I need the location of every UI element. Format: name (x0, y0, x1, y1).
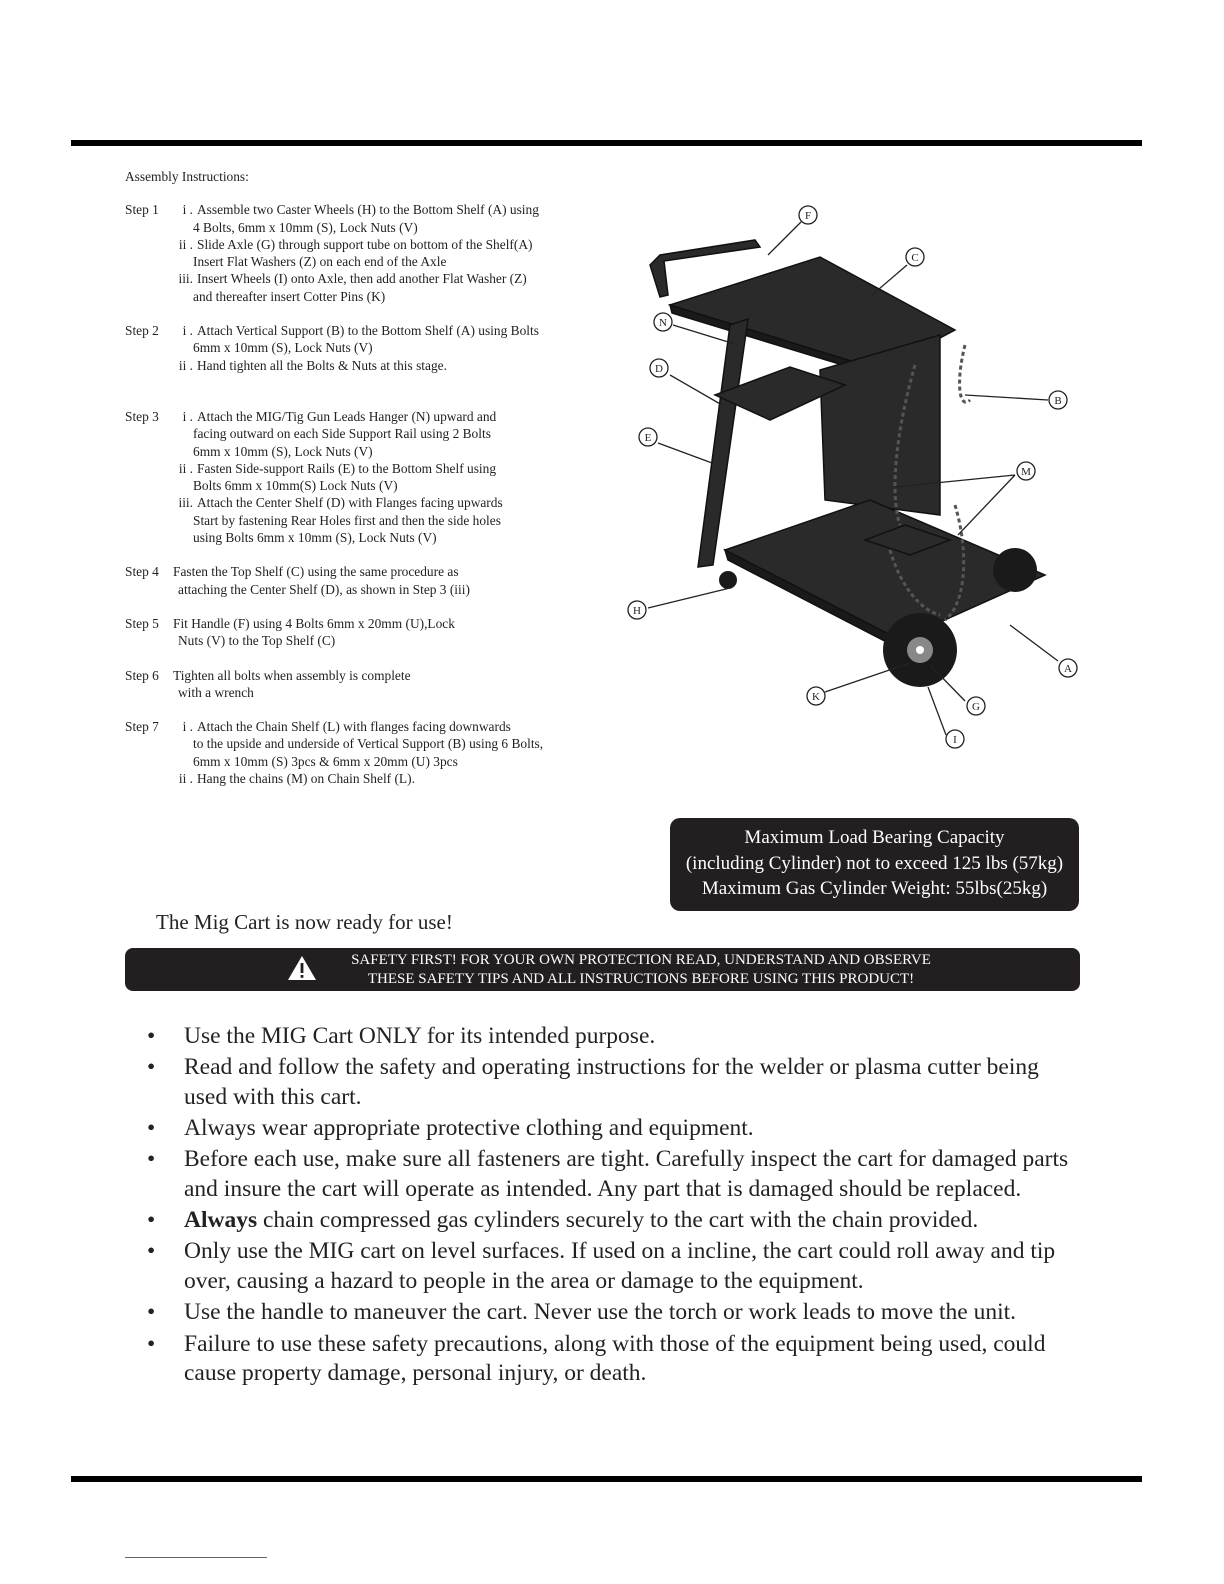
step-roman: i . (182, 323, 193, 339)
step-text: and thereafter insert Cotter Pins (K) (193, 288, 386, 304)
callout-b: B (1054, 395, 1062, 407)
step-text: using Bolts 6mm x 10mm (S), Lock Nuts (V) (193, 530, 437, 546)
step-roman: i . (182, 408, 193, 424)
safety-banner (125, 948, 1080, 991)
callout-f: F (804, 210, 812, 222)
step-text: Attach the Chain Shelf (L) with flanges facing downwards (197, 719, 511, 735)
callout-g: G (972, 701, 980, 713)
mig-cart-diagram (610, 195, 1090, 755)
bullet-icon: • (147, 1146, 156, 1173)
capacity-line: (including Cylinder) not to exceed 125 lbs (57kg) (685, 852, 1064, 874)
step-text: with a wrench (178, 684, 254, 700)
step-7 (125, 718, 605, 787)
callout-i: I (953, 734, 957, 746)
step-text: Attach Vertical Support (B) to the Bottom Shelf (A) using Bolts (197, 323, 539, 339)
assembly-instructions (125, 168, 605, 804)
ready-message: The Mig Cart is now ready for use! (156, 910, 453, 934)
callout-e: E (644, 432, 652, 444)
step-1 (125, 201, 605, 305)
footer-link-underline[interactable] (125, 1557, 267, 1558)
step-text: Insert Wheels (I) onto Axle, then add another Flat Washer (Z) (197, 271, 527, 287)
step-label: Step 1 (125, 202, 159, 218)
callout-c: C (911, 252, 919, 264)
step-text: Hang the chains (M) on Chain Shelf (L). (197, 771, 415, 787)
bullet-icon: • (147, 1023, 156, 1049)
step-text: Attach the MIG/Tig Gun Leads Hanger (N) upward and (197, 408, 497, 424)
step-label: Step 4 (125, 564, 159, 580)
top-rule (71, 140, 1142, 146)
step-text: Fasten Side-support Rails (E) to the Bottom Shelf using (197, 460, 497, 476)
caster-wheel (719, 571, 737, 589)
step-4 (125, 563, 605, 598)
step-3 (125, 408, 605, 546)
callout-n: N (659, 317, 667, 329)
list-item: • Failure to use these safety precautions, along with those of the equipment being used, could cause property damage, personal injury, or death. (147, 1330, 1046, 1387)
step-text: to the upside and underside of Vertical Support (B) using 6 Bolts, (193, 736, 544, 752)
bullet-icon: • (147, 1299, 156, 1326)
step-roman: ii . (178, 771, 193, 787)
step-text: Insert Flat Washers (Z) on each end of the Axle (193, 254, 447, 270)
rear-wheel (993, 548, 1037, 592)
step-label: Step 3 (125, 408, 159, 424)
step-roman: ii . (178, 236, 193, 252)
safety-line: SAFETY FIRST! FOR YOUR OWN PROTECTION READ, UNDERSTAND AND OBSERVE (351, 952, 931, 968)
bullet-icon: • (147, 1330, 156, 1357)
safety-tips-list (147, 1022, 1077, 1390)
callout-d: D (655, 363, 663, 375)
step-text: 6mm x 10mm (S), Lock Nuts (V) (193, 443, 373, 459)
step-text: Tighten all bolts when assembly is complete (173, 667, 411, 683)
load-capacity-box (670, 818, 1079, 911)
step-text: Fit Handle (F) using 4 Bolts 6mm x 20mm (U),Lock (173, 615, 455, 631)
callout-h: H (633, 605, 641, 617)
step-text: Bolts 6mm x 10mm(S) Lock Nuts (V) (193, 478, 398, 494)
callout-a: A (1064, 663, 1072, 675)
bullet-icon: • (147, 1238, 156, 1265)
step-roman: iii. (178, 495, 193, 511)
step-5 (125, 615, 605, 650)
list-item: • Only use the MIG cart on level surfaces. If used on a incline, the cart could roll away and tip over, causing a hazard to people in the area or damage to the equipment. (147, 1238, 1056, 1294)
step-roman: i . (182, 202, 193, 218)
step-text: Attach the Center Shelf (D) with Flanges facing upwards (197, 495, 503, 511)
list-item: • Always wear appropriate protective clothing and equipment. (147, 1114, 1077, 1144)
step-label: Step 6 (125, 667, 159, 683)
capacity-line: Maximum Load Bearing Capacity (744, 827, 1005, 848)
step-6 (125, 667, 605, 702)
bullet-icon: • (147, 1054, 156, 1081)
assembly-heading: Assembly Instructions: (125, 169, 249, 184)
capacity-line: Maximum Gas Cylinder Weight: 55lbs(25kg) (701, 878, 1048, 899)
step-roman: ii . (178, 357, 193, 373)
step-label: Step 5 (125, 615, 159, 631)
step-text: 4 Bolts, 6mm x 10mm (S), Lock Nuts (V) (193, 219, 418, 235)
step-text: attaching the Center Shelf (D), as shown in Step 3 (iii) (178, 581, 470, 597)
list-item: • Before each use, make sure all fasteners are tight. Carefully inspect the cart for damaged parts and insure the cart will operate as intended. Any part that is damaged should be replaced. (147, 1146, 1069, 1202)
step-roman: ii . (178, 460, 193, 476)
warning-icon (287, 954, 317, 982)
step-text: Nuts (V) to the Top Shelf (C) (178, 633, 336, 649)
side-rail (698, 319, 748, 567)
callout-m: M (1021, 466, 1031, 478)
list-item: • Use the handle to maneuver the cart. Never use the torch or work leads to move the unit. (147, 1298, 1077, 1328)
bottom-rule (71, 1476, 1142, 1482)
step-text: Fasten the Top Shelf (C) using the same procedure as (173, 564, 459, 580)
step-text: Hand tighten all the Bolts & Nuts at this stage. (197, 357, 447, 373)
list-item: • Use the MIG Cart ONLY for its intended purpose. (147, 1022, 1077, 1052)
chain (960, 345, 970, 402)
step-roman: iii. (178, 271, 193, 287)
step-text: Start by fastening Rear Holes first and then the side holes (193, 512, 501, 528)
callout-k: K (812, 691, 820, 703)
step-text: facing outward on each Side Support Rail using 2 Bolts (193, 426, 491, 442)
step-text: 6mm x 10mm (S), Lock Nuts (V) (193, 340, 373, 356)
list-item: • Always chain compressed gas cylinders securely to the cart with the chain provided. (147, 1206, 1077, 1236)
step-text: Assemble two Caster Wheels (H) to the Bottom Shelf (A) using (197, 202, 539, 218)
step-label: Step 2 (125, 323, 159, 339)
bullet-icon: • (147, 1115, 156, 1142)
safety-line: THESE SAFETY TIPS AND ALL INSTRUCTIONS BEFORE USING THIS PRODUCT! (367, 971, 915, 987)
step-text: 6mm x 10mm (S) 3pcs & 6mm x 20mm (U) 3pcs (193, 753, 458, 769)
step-text: Slide Axle (G) through support tube on bottom of the Shelf(A) (197, 236, 533, 252)
step-2 (125, 322, 605, 374)
bullet-icon: • (147, 1207, 156, 1234)
step-roman: i . (182, 719, 193, 735)
step-label: Step 7 (125, 719, 159, 735)
list-item: • Read and follow the safety and operating instructions for the welder or plasma cutter being used with this cart. (147, 1054, 1039, 1110)
